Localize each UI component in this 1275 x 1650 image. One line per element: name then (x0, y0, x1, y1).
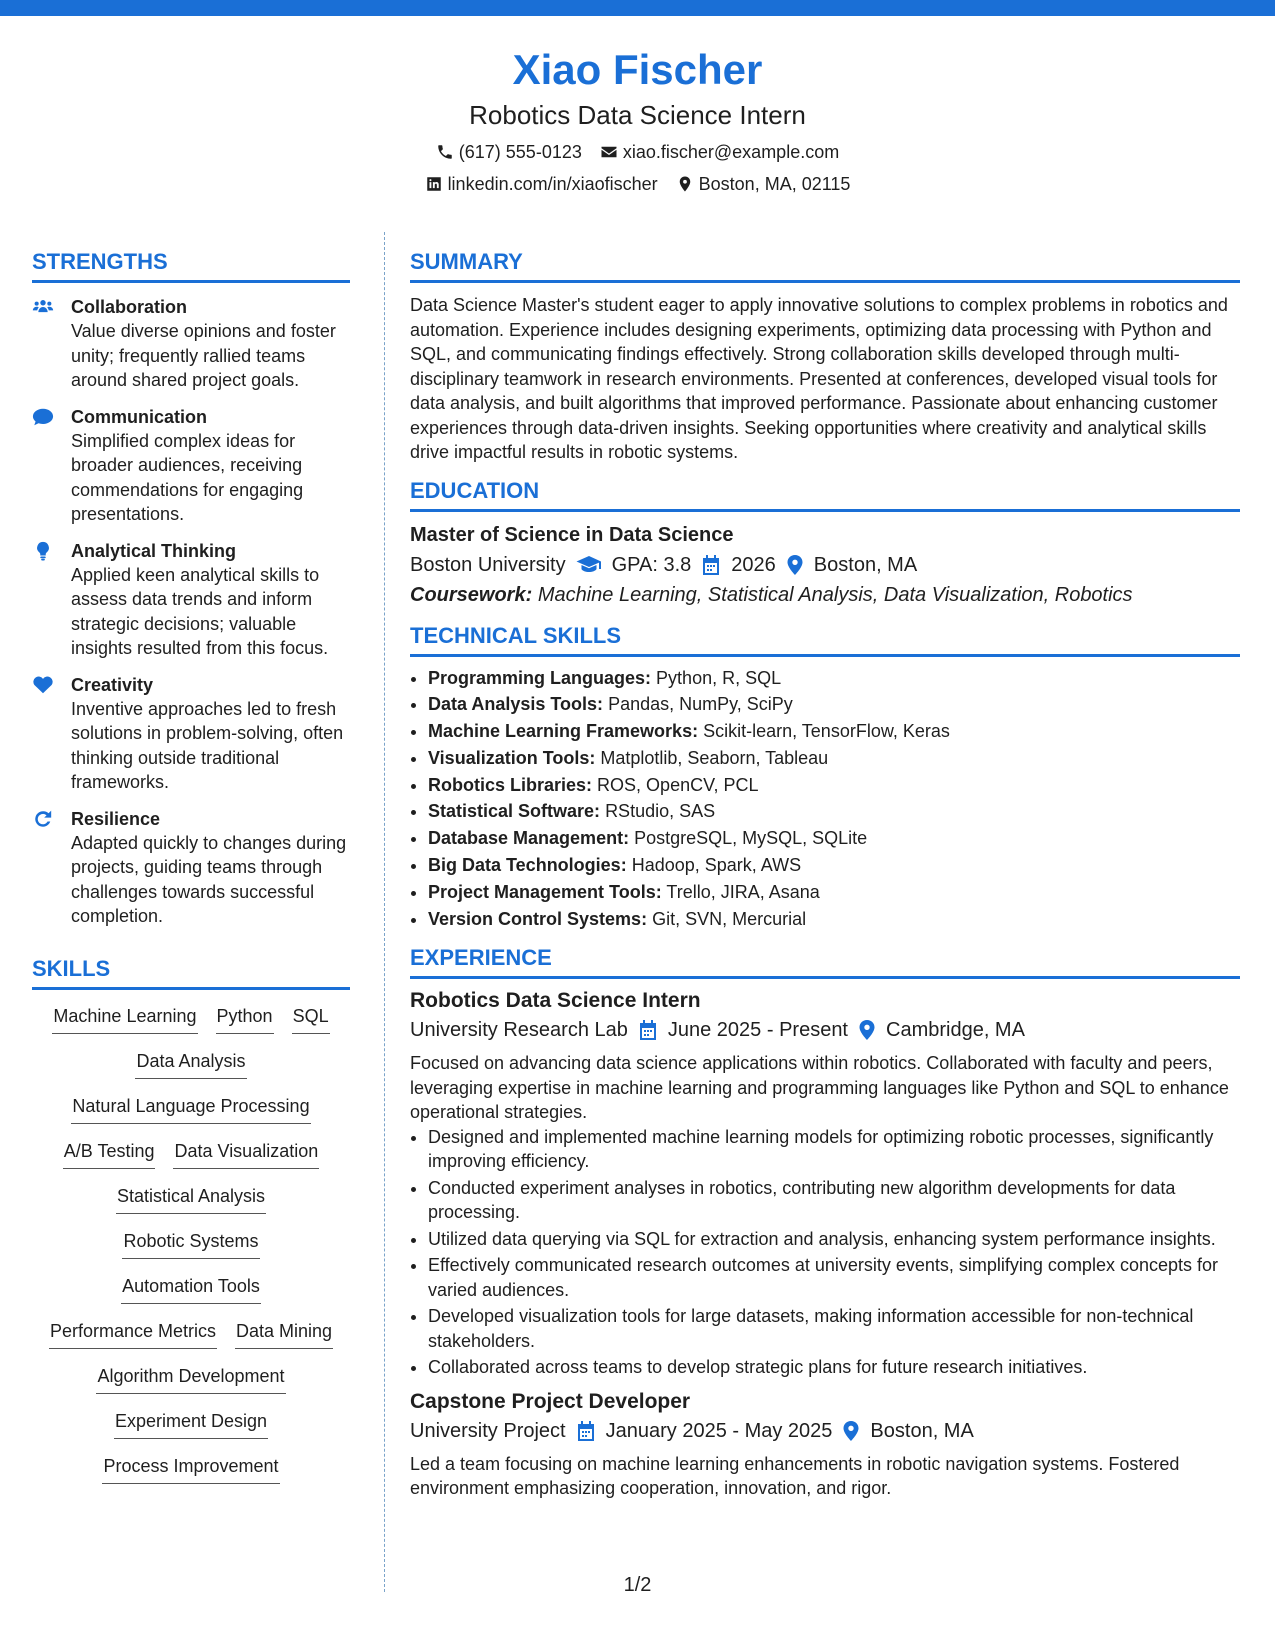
skills-row (32, 1004, 350, 1049)
technical-skill-value: Matplotlib, Seaborn, Tableau (600, 747, 829, 768)
technical-skill-label: Version Control Systems: (428, 908, 648, 929)
strength-desc: Value diverse opinions and foster unity; frequently rallied teams around shared project goals. (71, 321, 336, 390)
strength-desc: Inventive approaches led to fresh solutions in problem-solving, often thinking outside traditional frameworks. (71, 698, 344, 792)
contact-phone: (617) 555-0123 (436, 140, 582, 164)
contact-location: Boston, MA, 02115 (676, 172, 851, 196)
map-marker-icon (858, 1019, 876, 1041)
summary-text: Data Science Master's student eager to apply innovative solutions to complex problems in robotics and automation. Experience includes designing experiments, optimizing data processing with Python and SQL, and communicating findings effectively. Strong collaboration skills developed through multi-disciplinary teamwork in research environments. Presented at conferences, developed visual tools for data analysis, and built algorithms that improved performance. Passionate about enhancing customer experiences through data-driven insights. Seeking opportunities where creativity and analytical skills drive impactful results in robotic systems. (410, 295, 1228, 462)
envelope-icon (600, 143, 618, 161)
job-bullet: • Designed and implemented machine learning models for optimizing robotic processes, significantly improving efficiency. (428, 1125, 1240, 1174)
strength-desc: Applied keen analytical skills to assess data trends and inform strategic decisions; valuable insights resulted from this focus. (71, 564, 329, 658)
calendar-icon (576, 1420, 596, 1442)
map-marker-icon (842, 1420, 860, 1442)
technical-skill-label: Machine Learning Frameworks: (428, 721, 699, 742)
skills-row (32, 1049, 350, 1094)
education-year: 2026 (731, 553, 776, 576)
skill-tag: Algorithm Development (96, 1364, 285, 1394)
job-dates: January 2025 - May 2025 (605, 1419, 833, 1442)
skill-tag: Data Visualization (173, 1139, 319, 1169)
strength-item (32, 539, 350, 661)
heart-icon (32, 675, 54, 695)
skill-tag: Automation Tools (121, 1274, 261, 1304)
technical-skill-value: Python, R, SQL (656, 667, 782, 688)
education-degree: Master of Science in Data Science (410, 523, 734, 546)
resume-header (0, 42, 1275, 196)
education-coursework: Coursework: Machine Learning, Statistical Analysis, Data Visualization, Robotics (410, 583, 1133, 606)
technical-skill-value: Hadoop, Spark, AWS (631, 855, 802, 876)
lightbulb-icon (32, 541, 54, 561)
technical-skill-item (428, 852, 1240, 879)
phone-icon (436, 143, 454, 161)
strength-title: Communication (71, 406, 208, 427)
strength-item (32, 807, 350, 929)
skill-tag: Statistical Analysis (116, 1184, 266, 1214)
skills-row (32, 1319, 350, 1364)
strength-title: Collaboration (71, 297, 187, 317)
summary-title: SUMMARY (410, 248, 1240, 283)
column-divider (384, 232, 385, 1592)
skills-row (32, 1364, 350, 1409)
skill-tag: Machine Learning (52, 1004, 197, 1034)
strengths-title: STRENGTHS (32, 248, 350, 283)
graduation-cap-icon (576, 555, 602, 575)
technical-skill-label: Database Management: (428, 828, 630, 849)
technical-skill-item (428, 798, 1240, 825)
technical-skills-title: TECHNICAL SKILLS (410, 622, 1240, 657)
job-meta (410, 1416, 1240, 1446)
candidate-name: Xiao Fischer (512, 46, 763, 93)
calendar-icon (701, 554, 721, 576)
technical-skill-label: Robotics Libraries: (428, 774, 593, 795)
strength-title: Resilience (71, 808, 161, 829)
job-bullet: • Developed visualization tools for large datasets, making information accessible for non-technical stakeholders. (428, 1304, 1240, 1353)
technical-skill-item (428, 772, 1240, 799)
right-column (410, 248, 1240, 1501)
technical-skill-label: Data Analysis Tools: (428, 694, 604, 715)
strength-desc: Simplified complex ideas for broader audiences, receiving commendations for engaging presentations. (71, 430, 304, 524)
linkedin-icon (425, 175, 443, 193)
job-dates: June 2025 - Present (667, 1019, 848, 1042)
map-marker-icon (786, 554, 804, 576)
technical-skill-label: Project Management Tools: (428, 881, 662, 902)
education-location: Boston, MA (813, 553, 918, 576)
contact-linkedin[interactable]: linkedin.com/in/xiaofischer (425, 172, 658, 196)
contact-row-2 (0, 172, 1275, 196)
job-description: Focused on advancing data science applications within robotics. Collaborated with faculty and peers, leveraging expertise in machine learning and programming languages like Python and SQL to enhance operational strategies. (410, 1053, 1229, 1123)
technical-skill-item (428, 745, 1240, 772)
skills-list (32, 1004, 350, 1499)
candidate-role: Robotics Data Science Intern (469, 100, 806, 130)
job-meta (410, 1015, 1240, 1045)
job-bullet: • Collaborated across teams to develop strategic plans for future research initiatives. (428, 1355, 1240, 1380)
skills-row (32, 1094, 350, 1139)
map-marker-icon (676, 175, 694, 193)
left-column (32, 248, 350, 1499)
technical-skill-item (428, 879, 1240, 906)
job-bullets (410, 1125, 1240, 1380)
skill-tag: Process Improvement (102, 1454, 279, 1484)
skills-row (32, 1274, 350, 1319)
technical-skill-item (428, 665, 1240, 692)
technical-skill-item (428, 825, 1240, 852)
job-title: Robotics Data Science Intern (410, 989, 701, 1013)
skills-row (32, 1409, 350, 1454)
technical-skill-label: Statistical Software: (428, 801, 601, 822)
experience-item (410, 1388, 1240, 1501)
technical-skill-value: PostgreSQL, MySQL, SQLite (634, 828, 868, 849)
technical-skill-value: Git, SVN, Mercurial (652, 908, 807, 929)
job-org: University Research Lab (410, 1019, 628, 1042)
experience-list (410, 987, 1240, 1501)
job-description: Led a team focusing on machine learning enhancements in robotic navigation systems. Fostered environment emphasizing cooperation, innovation, and rigor. (410, 1453, 1180, 1499)
skill-tag: Data Analysis (135, 1049, 246, 1079)
skills-row (32, 1229, 350, 1274)
technical-skill-value: Pandas, NumPy, SciPy (608, 694, 793, 715)
strength-item (32, 295, 350, 393)
skills-title: SKILLS (32, 955, 350, 990)
top-accent-bar (0, 0, 1275, 16)
page-number: 1/2 (623, 1574, 652, 1596)
strength-item (32, 405, 350, 527)
skill-tag: SQL (292, 1004, 330, 1034)
technical-skill-item (428, 906, 1240, 933)
strength-title: Creativity (71, 674, 154, 695)
technical-skill-value: Scikit-learn, TensorFlow, Keras (703, 721, 950, 742)
strength-item (32, 673, 350, 795)
strength-desc: Adapted quickly to changes during projects, guiding teams through challenges towards successful completion. (71, 832, 347, 926)
skill-tag: Natural Language Processing (71, 1094, 310, 1124)
skills-row (32, 1139, 350, 1184)
contact-email[interactable]: xiao.fischer@example.com (600, 140, 839, 164)
technical-skills-list (410, 665, 1240, 933)
comment-icon (32, 407, 54, 427)
job-location: Cambridge, MA (886, 1019, 1025, 1042)
skill-tag: Data Mining (235, 1319, 333, 1349)
job-bullet: • Effectively communicated research outcomes at university events, simplifying complex concepts for varied audiences. (428, 1253, 1240, 1302)
education-school: Boston University (410, 553, 566, 576)
skill-tag: Python (216, 1004, 274, 1034)
users-icon (32, 297, 54, 317)
job-location: Boston, MA (870, 1419, 974, 1442)
technical-skill-value: ROS, OpenCV, PCL (597, 774, 759, 795)
calendar-icon (638, 1019, 658, 1041)
skills-row (32, 1184, 350, 1229)
job-bullet: • Utilized data querying via SQL for extraction and analysis, enhancing system performance insights. (428, 1227, 1240, 1252)
skill-tag: A/B Testing (63, 1139, 156, 1169)
skills-row (32, 1454, 350, 1499)
technical-skill-label: Visualization Tools: (428, 747, 596, 768)
job-org: University Project (410, 1419, 566, 1442)
technical-skill-item (428, 718, 1240, 745)
strength-title: Analytical Thinking (71, 540, 237, 561)
skill-tag: Performance Metrics (49, 1319, 217, 1349)
experience-title: EXPERIENCE (410, 944, 1240, 979)
technical-skill-value: RStudio, SAS (605, 801, 716, 822)
skill-tag: Experiment Design (114, 1409, 268, 1439)
contact-row-1 (0, 140, 1275, 164)
skill-tag: Robotic Systems (122, 1229, 259, 1259)
redo-icon (32, 809, 54, 829)
technical-skill-item (428, 691, 1240, 718)
education-title: EDUCATION (410, 477, 1240, 512)
experience-item (410, 987, 1240, 1380)
education-gpa: GPA: 3.8 (611, 553, 692, 576)
job-bullet: • Conducted experiment analyses in robotics, contributing new algorithm developments for data processing. (428, 1176, 1240, 1225)
technical-skill-value: Trello, JIRA, Asana (666, 881, 820, 902)
technical-skill-label: Big Data Technologies: (428, 855, 627, 876)
technical-skill-label: Programming Languages: (428, 667, 652, 688)
job-title: Capstone Project Developer (410, 1389, 691, 1413)
education-meta (410, 550, 1240, 580)
